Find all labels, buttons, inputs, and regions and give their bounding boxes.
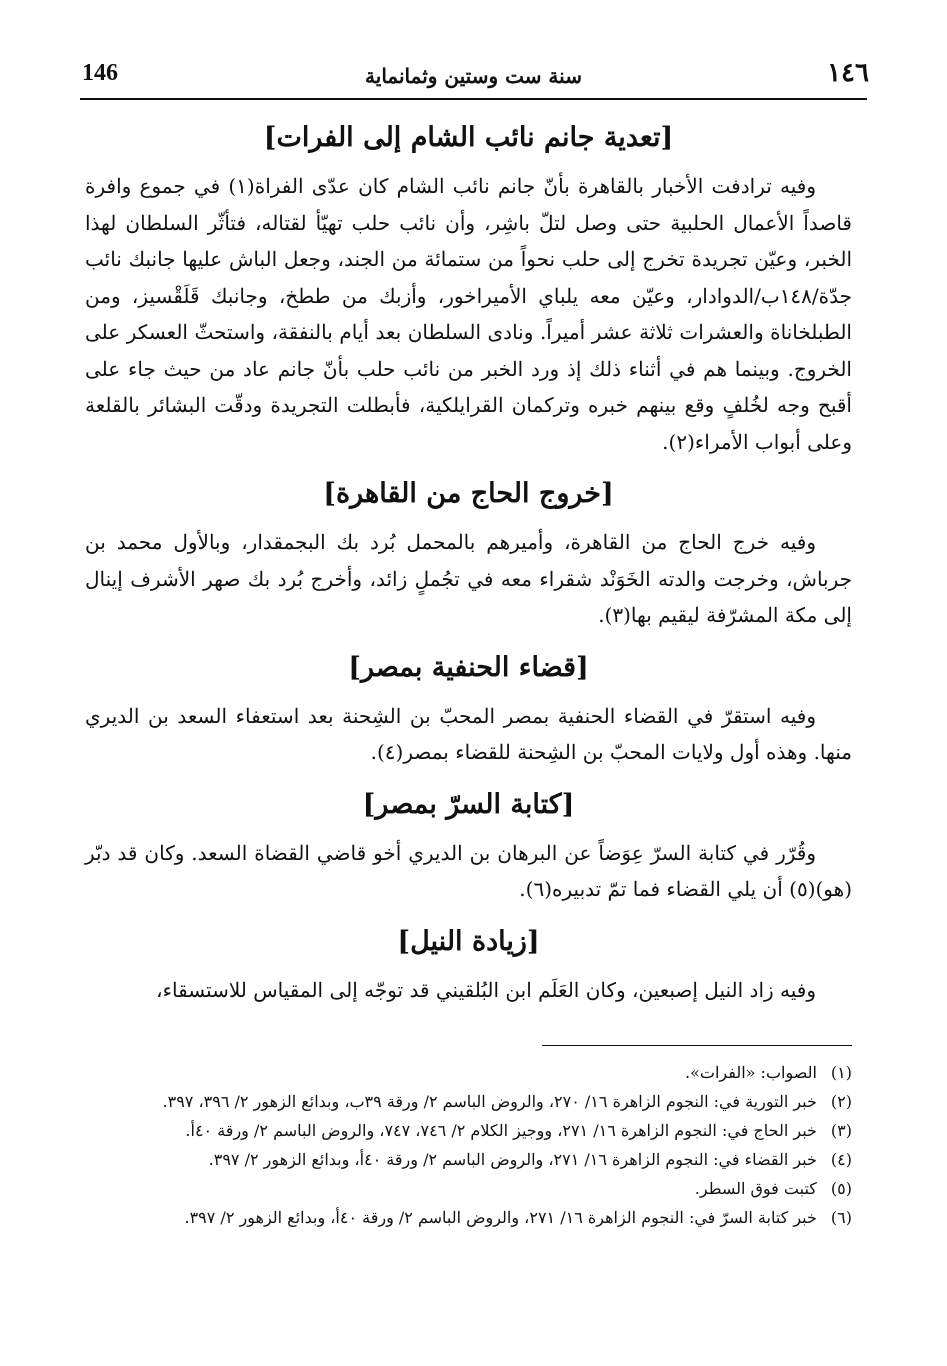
page-number-arabic: ١٤٦ — [827, 58, 869, 88]
footnote-text: كتبت فوق السطر. — [694, 1179, 817, 1198]
footnote — [85, 1145, 852, 1174]
section-paragraph: وقُرّر في كتابة السرّ عِوَضاً عن البرهان بن الديري أخو قاضي القضاة السعد. وكان قد دبّر (هو)(٥) أن يلي القضاء فما تمّ تدبيره(٦). — [85, 840, 852, 901]
section-hanafi-judgeship — [85, 648, 852, 771]
section-pilgrims — [85, 474, 852, 634]
section-euphrates — [85, 118, 852, 460]
section-nile-rise — [85, 922, 852, 1009]
footnote-number: (٦) — [830, 1208, 852, 1227]
footnotes — [85, 1058, 852, 1232]
footnote-rule — [542, 1045, 852, 1046]
section-heading: [قضاء الحنفية بمصر] — [348, 651, 589, 683]
header-rule — [80, 98, 867, 100]
footnote — [85, 1058, 852, 1087]
section-paragraph: وفيه ترادفت الأخبار بالقاهرة بأنّ جانم نائب الشام كان عدّى الفراة(١) في جموع وافرة قاصداً الأعمال الحلبية حتى وصل لتلّ باشِر، وأن نائب حلب تهيّأ لقتاله، فتأثّر السلطان لهذا الخبر، وعيّن تجريدة تخرج إلى حلب نحواً من ستمائة من الجند، وجعل الباش عليها جانبك نائب جدّة/١٤٨ب/الدوادار، وعيّن معه يلباي الأميراخور، وأزبك من ططخ، وجانبك قَلَقْسيز، ومن الطبلخاناة والعشرات ثلاثة عشر أميراً. ونادى السلطان بعد أيام بالنفقة، واستحثّ العسكر على الخروج. وبينما هم في أثناء ذلك إذ ورد الخبر من نائب حلب بأنّ جانم عاد من حيث جاء على أقبح وجه لخُلفٍ وقع بينهم خبره وتركمان القرايلكية، فأبطلت التجريدة ودقّت البشائر بالقلعة وعلى أبواب الأمراء(٢). — [85, 174, 853, 454]
footnote — [85, 1203, 852, 1232]
section-heading: [تعدية جانم نائب الشام إلى الفرات] — [263, 122, 674, 153]
main-text — [85, 118, 852, 1022]
section-secretariat — [85, 785, 852, 908]
section-paragraph: وفيه خرج الحاج من القاهرة، وأميرهم بالمحمل بُرد بك البجمقدار، وبالأول محمد بن جرباش، وخرجت والدته الخَوَنْد شقراء معه في تجُملٍ زائد، وأخرج بُرد بك صهر الأشرف إينال إلى مكة المشرّفة ليقيم بها(٣). — [85, 530, 852, 627]
footnote-text: خبر الحاج في: النجوم الزاهرة ١٦/ ٢٧١، ووجيز الكلام ٢/ ٧٤٦، ٧٤٧، والروض الباسم ٢/ ورقة ٤٠أ. — [185, 1121, 817, 1140]
page-number-latin: 146 — [82, 60, 118, 86]
footnote-text: خبر كتابة السرّ في: النجوم الزاهرة ١٦/ ٢٧١، والروض الباسم ٢/ ورقة ٤٠أ، وبدائع الزهور ٢/ ٣٩٧. — [184, 1208, 817, 1227]
footnote-number: (٥) — [830, 1179, 852, 1198]
section-heading: [خروج الحاج من القاهرة] — [323, 478, 614, 509]
section-paragraph: وفيه استقرّ في القضاء الحنفية بمصر المحبّ بن الشِحنة بعد استعفاء السعد بن الديري منها. وهذه أول ولايات المحبّ بن الشِحنة للقضاء بمصر(٤). — [85, 703, 852, 764]
footnote-text: الصواب: «الفرات». — [685, 1063, 817, 1082]
footnote — [85, 1174, 852, 1203]
running-title: سنة ست وستين وثمانماية — [365, 64, 582, 88]
section-paragraph: وفيه زاد النيل إصبعين، وكان العَلَم ابن البُلقيني قد توجّه إلى المقياس للاستسقاء، — [156, 977, 816, 1002]
running-header — [70, 58, 877, 98]
footnote — [85, 1116, 852, 1145]
footnote — [85, 1087, 852, 1116]
section-heading: [زيادة النيل] — [397, 925, 540, 957]
footnote-number: (٤) — [830, 1150, 852, 1169]
footnote-text: خبر التورية في: النجوم الزاهرة ١٦/ ٢٧٠، والروض الباسم ٢/ ورقة ٣٩ب، وبدائع الزهور ٢/ ٣٩٦، ٣٩٧. — [162, 1092, 817, 1111]
footnote-number: (٢) — [830, 1092, 852, 1111]
footnote-text: خبر القضاء في: النجوم الزاهرة ١٦/ ٢٧١، والروض الباسم ٢/ ورقة ٤٠أ، وبدائع الزهور ٢/ ٣٩٧. — [208, 1150, 817, 1169]
footnote-number: (٣) — [830, 1121, 852, 1140]
footnote-number: (١) — [830, 1063, 852, 1082]
section-heading: [كتابة السرّ بمصر] — [362, 788, 575, 820]
